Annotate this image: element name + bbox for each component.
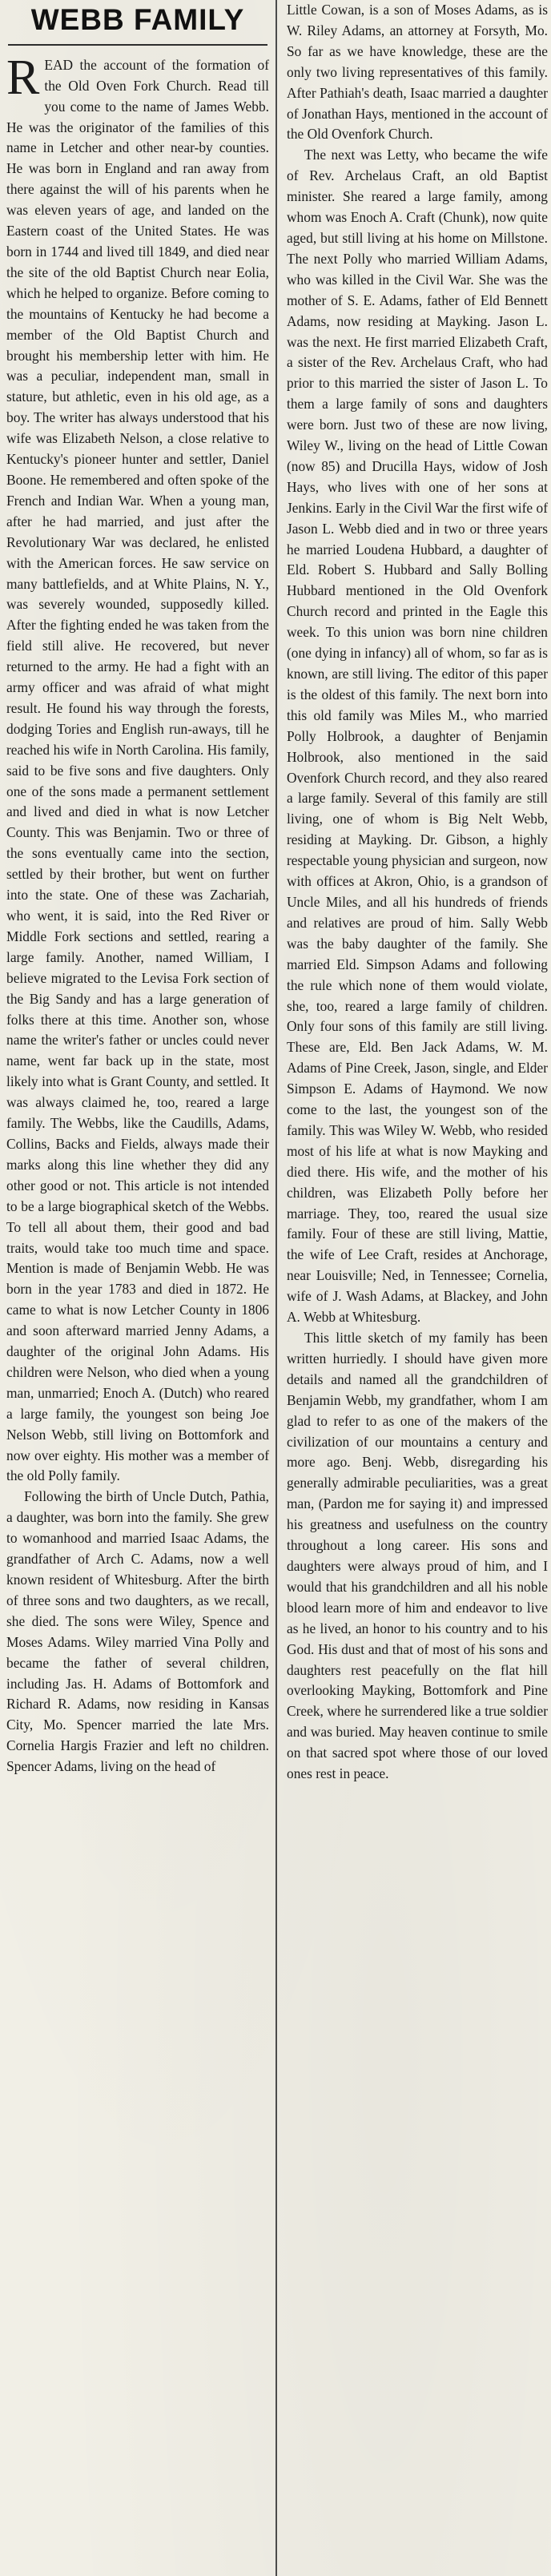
headline-divider <box>8 44 267 46</box>
column-divider <box>276 0 277 2576</box>
article-headline: WEBB FAMILY <box>30 3 245 36</box>
article-paragraph-5: This little sketch of my family has been written hurriedly. I should have given more details and named all the grandchildren of Benjamin Webb, my grandfather, whom I am glad to refer to as one of the makers of the civilization of our mountains a century and more ago. Benj. Webb, disregarding his generally admirable peculiarities, was a great man, (Pardon me for saying it) and impressed his greatness and usefulness on the country throughout a long career. His sons and daughters were always proud of him, and I would that his grandchildren and all his noble blood learn more of him and endeavor to live as he lived, an honor to his country and to his God. His dust and that of most of his sons and daughters rest peacefully on the flat hill overlooking Mayking, Bottomfork and Pine Creek, where he surrendered like a true soldier and was buried. May heaven continue to smile on that sacred spot where those of our loved ones rest in peace. <box>287 1330 548 1782</box>
paragraph-1-text: EAD the account of the formation of the Old Oven Fork Church. Read till you come to the name of James Webb. He was the originator of the families of this name in Letcher and other near-by counties. He was born in England and ran away from there against the will of his parents when he was eleven years of age, and landed on the Eastern coast of the United States. He was born in 1744 and lived till 1849, and died near the site of the old Baptist Church near Eolia, which he helped to organize. Before coming to the mountains of Kentucky he had become a member of the Old Baptist Church and brought his membership letter with him. He was a peculiar, independent man, small in stature, but athletic, even in his old age, as a boy. The writer has always understood that his wife was Elizabeth Nelson, a close relative to Kentucky's pioneer hunter and settler, Daniel Boone. He remembered and often spoke of the French and Indian War. When a young man, after he had married, and just after the Revolutionary War was declared, he enlisted with the American forces. He saw service on many battlefields, and at White Plains, N. Y., was severely wounded, supposedly killed. After the fighting ended he was taken from the field still alive. He recovered, but never returned to the army. He had a fight with an army officer and was afraid of what might result. He found his way through the forests, dodging Tories and English run-aways, till he reached his wife in North Carolina. His family, said to be five sons and five daughters. Only one of the sons made a permanent settlement and lived and died in what is now Letcher County. This was Benjamin. Two or three of the sons eventually came into the section, settled by their brother, but went on further into the state. One of these was Zachariah, who went, it is said, into the Red River or Middle Fork sections and settled, rearing a large family. Another, named William, I believe migrated to the Levisa Fork section of the Big Sandy and has a large generation of folks there at this time. Another son, whose name the writer's father or uncles could never name, went far back up in the state, most likely into what is Grant County, and settled. It was always claimed he, too, reared a large family. The Webbs, like the Caudills, Adams, Collins, Backs and Fields, always made their marks along this line whether they did any other good or not. This article is not intended to be a large biographical sketch of the Webbs. To tell all about them, their good and bad traits, would take too much time and space. Mention is made of Benjamin Webb. He was born in the year 1783 and died in 1872. He came to what is now Letcher County in 1806 and soon afterward married Jenny Adams, a daughter of the original John Adams. His children were Nelson, who died when a young man, unmarried; Enoch A. (Dutch) who reared a large family, the youngest son being Joe Nelson Webb, still living on Bottomfork and now over eighty. His mother was a member of the old Polly family. <box>6 56 269 1484</box>
left-column <box>0 0 272 2576</box>
article-paragraph-4: The next was Letty, who became the wife of Rev. Archelaus Craft, an old Baptist minister. She reared a large family, among whom was Enoch A. Craft (Chunk), now quite aged, but still living at his home on Millstone. The next Polly who married William Adams, who was killed in the Civil War. She was the mother of S. E. Adams, father of Eld Bennett Adams, now residing at Mayking. Jason L. was the next. He first married Elizabeth Craft, a sister of the Rev. Archelaus Craft, who had prior to this married the sister of Jason L. To them a large family of sons and daughters were born. Just two of these are now living, Wiley W., living on the head of Little Cowan (now 85) and Drucilla Hays, widow of Josh Hays, who lives with one of her sons at Jenkins. Early in the Civil War the first wife of Jason L. Webb died and in two or three years he married Loudena Hubbard, a daughter of Eld. Robert S. Hubbard and Sally Bolling Hubbard mentioned in the Old Ovenfork Church record and printed in the Eagle this week. To this union was born nine children (one dying in infancy) all of whom, so far as is known, are still living. The editor of this paper is the oldest of this family. The next born into this old family was Miles M., who married Polly Holbrook, a daughter of Benjamin Holbrook, also mentioned in the said Ovenfork Church record, and they also reared a large family. Several of this family are still living, one of whom is Big Nelt Webb, residing at Mayking. Dr. Gibson, a highly respectable young physician and surgeon, now with offices at Akron, Ohio, is a grandson of Uncle Miles, and all his hundreds of friends and relatives are proud of him. Sally Webb was the baby daughter of the family. She married Eld. Simpson Adams and following the rule which none of them would violate, she, too, reared a large family of children. Only four sons of this family are still living. These are, Eld. Ben Jack Adams, W. M. Adams of Pine Creek, Jason, single, and Elder Simpson E. Adams of Haymond. We now come to the last, the youngest son of the family. This was Wiley W. Webb, who resided most of his life at what is now Mayking and died there. His wife, and the mother of his children, was Elizabeth Polly before her marriage. They, too, reared the usual size family. Four of these are still living, Mattie, the wife of Lee Craft, resides at Anchorage, near Louisville; Ned, in Tennessee; Cornelia, wife of J. Wash Adams, at Blackey, and John A. Webb at Whitesburg. <box>287 147 548 1326</box>
article-paragraph-1 <box>6 50 269 1487</box>
article-paragraph-3: Little Cowan, is a son of Moses Adams, as is W. Riley Adams, an attorney at Forsyth, Mo. So far as we have knowledge, these are the only two living representatives of this family. After Pathiah's death, Isaac married a daughter of Jonathan Hays, mentioned in the account of the Old Ovenfork Church. <box>287 2 548 143</box>
right-column <box>282 0 551 2576</box>
drop-cap: R <box>6 50 40 105</box>
article-paragraph-2: Following the birth of Uncle Dutch, Pathia, a daughter, was born into the family. She grew to womanhood and married Isaac Adams, the grandfather of Arch C. Adams, now a well known resident of Whitesburg. After the birth of three sons and two daughters, as we recall, she died. The sons were Wiley, Spence and Moses Adams. Wiley married Vina Polly and became the father of several children, including Jas. H. Adams of Bottomfork and Richard R. Adams, now residing in Kansas City, Mo. Spencer married the late Mrs. Cornelia Hargis Frazier and left no children. Spencer Adams, living on the head of <box>6 1488 269 1775</box>
